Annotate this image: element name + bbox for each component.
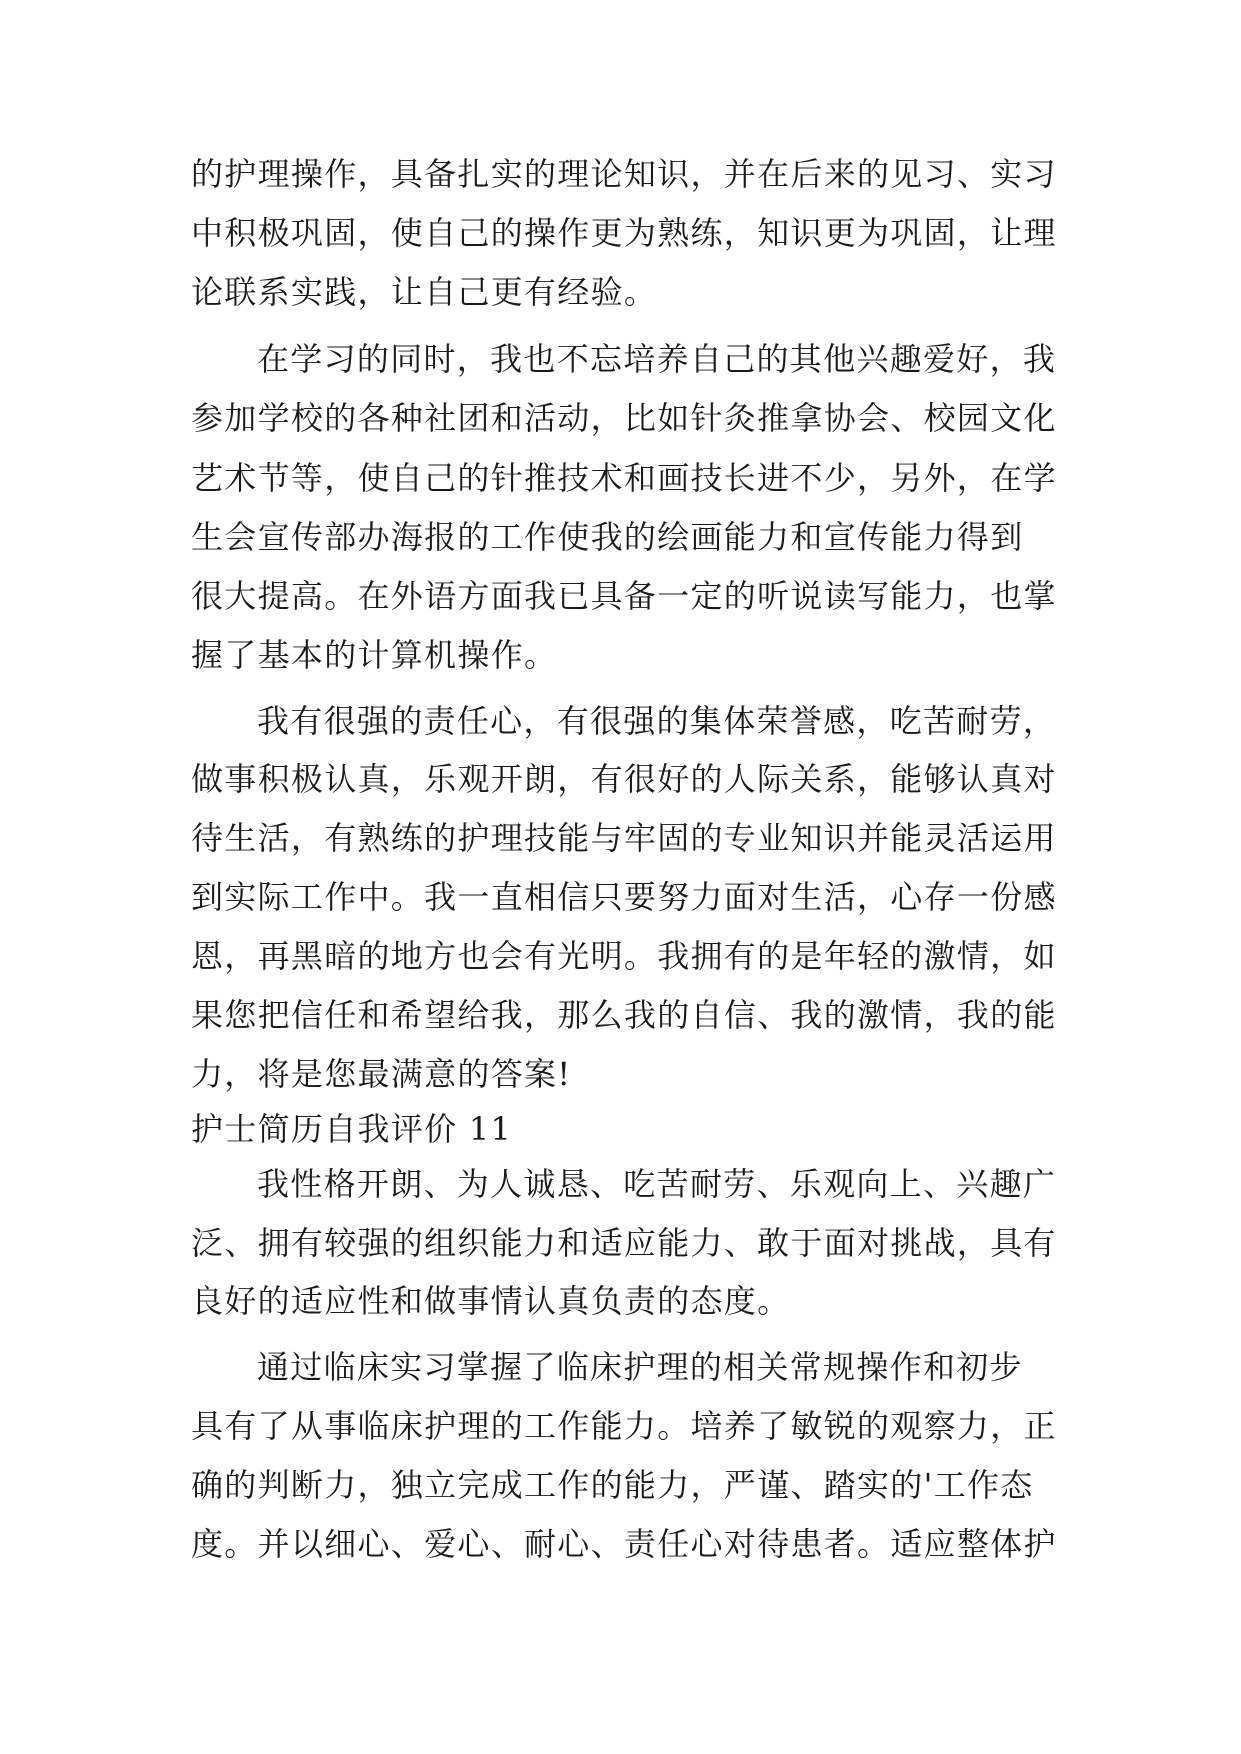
text-line: 论联系实践，让自己更有经验。 — [191, 273, 658, 311]
text-line: 到实际工作中。我一直相信只要努力面对生活，心存一份感 — [191, 878, 1057, 916]
text-line: 生会宣传部办海报的工作使我的绘画能力和宣传能力得到 — [191, 518, 1024, 556]
text-line: 确的判断力，独立完成工作的能力，严谨、踏实的'工作态 — [191, 1466, 1034, 1504]
text-line: 具有了从事临床护理的工作能力。培养了敏锐的观察力，正 — [191, 1407, 1057, 1445]
paragraph-first-line: 通过临床实习掌握了临床护理的相关常规操作和初步 — [257, 1348, 1023, 1386]
text-line: 度。并以细心、爱心、耐心、责任心对待患者。适应整体护 — [191, 1525, 1057, 1563]
text-line: 握了基本的计算机操作。 — [191, 636, 558, 674]
section-heading: 护士简历自我评价 11 — [191, 1110, 513, 1148]
text-line: 待生活，有熟练的护理技能与牢固的专业知识并能灵活运用 — [191, 819, 1057, 857]
text-line: 做事积极认真，乐观开朗，有很好的人际关系，能够认真对 — [191, 760, 1057, 798]
text-line: 中积极巩固，使自己的操作更为熟练，知识更为巩固，让理 — [191, 214, 1057, 252]
text-line: 恩，再黑暗的地方也会有光明。我拥有的是年轻的激情，如 — [191, 937, 1057, 975]
text-line: 的护理操作，具备扎实的理论知识，并在后来的见习、实习 — [191, 155, 1057, 193]
text-line: 良好的适应性和做事情认真负责的态度。 — [191, 1282, 791, 1320]
text-line: 力，将是您最满意的答案! — [191, 1055, 572, 1093]
text-line: 艺术节等，使自己的针推技术和画技长进不少，另外，在学 — [191, 459, 1057, 497]
paragraph-first-line: 我性格开朗、为人诚恳、吃苦耐劳、乐观向上、兴趣广 — [257, 1165, 1057, 1203]
paragraph-first-line: 我有很强的责任心，有很强的集体荣誉感，吃苦耐劳， — [257, 702, 1057, 740]
text-line: 果您把信任和希望给我，那么我的自信、我的激情，我的能 — [191, 996, 1057, 1034]
paragraph-first-line: 在学习的同时，我也不忘培养自己的其他兴趣爱好，我 — [257, 340, 1057, 378]
text-line: 泛、拥有较强的组织能力和适应能力、敢于面对挑战，具有 — [191, 1224, 1057, 1262]
text-line: 很大提高。在外语方面我已具备一定的听说读写能力，也掌 — [191, 577, 1057, 615]
text-line: 参加学校的各种社团和活动，比如针灸推拿协会、校园文化 — [191, 399, 1057, 437]
